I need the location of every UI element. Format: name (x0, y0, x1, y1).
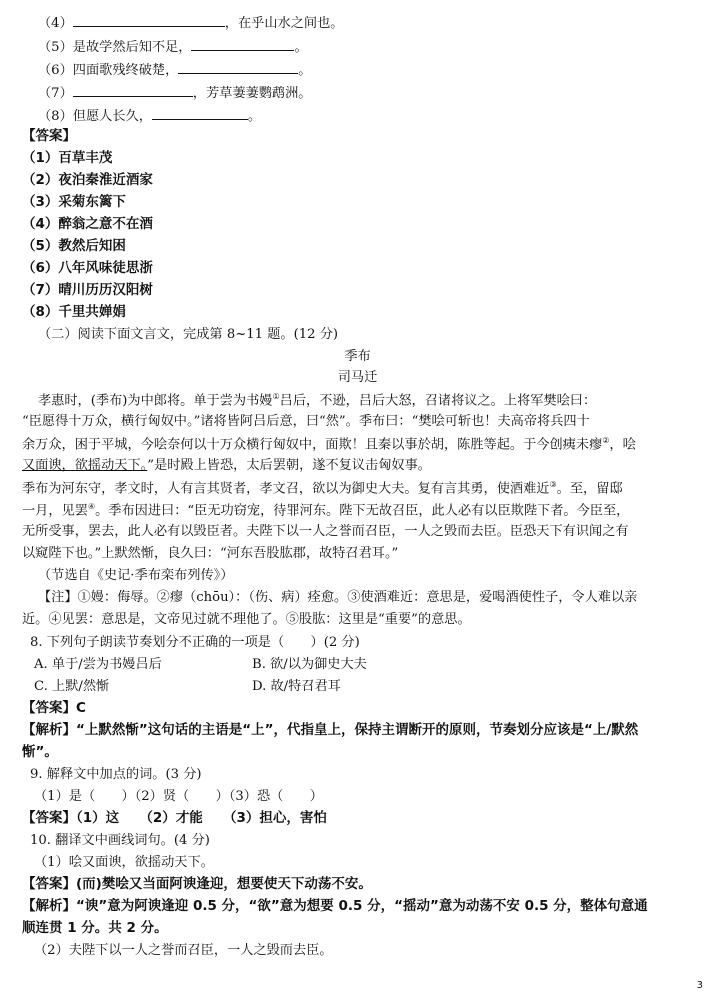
blank (191, 38, 294, 51)
answer-item: （4）醉翁之意不在酒 (22, 216, 153, 232)
blank (152, 107, 248, 120)
passage-line: 一月，见罢④。季布因进曰：“臣无功窃宠，待罪河东。陛下无故召臣，此人必有以臣欺陛下者。今臣至， (22, 502, 630, 519)
blank (73, 84, 193, 97)
q8-answer: 【答案】C (22, 700, 86, 716)
question-9: 9. 解释文中加点的词。(3 分) (30, 767, 202, 782)
underlined-sentence: 又面谀，欲摇动天下。 (22, 458, 148, 473)
q8-option-c: C. 上默/然惭 (34, 679, 110, 694)
passage-line: 又面谀，欲摇动天下。”是时殿上皆恐，太后罢朝，遂不复议击匈奴事。 (22, 458, 431, 473)
q8-analysis: 【解析】“上默然惭”这句话的主语是“上”，代指皇上，保持主谓断开的原则，节奏划分应该是“上/默然 (22, 722, 639, 738)
passage-line: 以窥陛下也。”上默然惭，良久曰：“河东吾股肱郡，故特召君耳。” (22, 546, 399, 561)
answer-item: （2）夜泊秦淮近酒家 (22, 172, 153, 188)
passage-author: 司马迁 (337, 370, 378, 385)
fill-line-7: （7） ，芳草萋萋鹦鹉洲。 (38, 86, 312, 101)
passage-line: 季布为河东守，孝文时，人有言其贤者，孝文召，欲以为御史大夫。复有言其勇，使酒难近③。至，留邸 (22, 480, 623, 497)
fill-line-4: （4） ，在乎山水之间也。 (38, 16, 344, 31)
q8-option-d: D. 故/特召君耳 (252, 679, 341, 694)
q10-analysis: 顺连贯 1 分。共 2 分。 (22, 920, 168, 936)
q8-option-b: B. 欲/以为御史大夫 (252, 657, 367, 672)
q8-option-a: A. 单于/尝为书嫚吕后 (34, 657, 162, 672)
q10-item-1: （1）哙又面谀，欲摇动天下。 (34, 855, 214, 870)
q10-item-2: （2）夫陛下以一人之誉而召臣，一人之毁而去臣。 (34, 943, 333, 958)
fill-line-6: （6）四面歌残终破楚， 。 (38, 63, 312, 78)
blank (178, 61, 298, 74)
passage-line: 余万众，困于平城，今哙奈何以十万众横行匈奴中，面欺！且秦以事於胡，陈胜等起。于今创痍未瘳②，哙 (22, 436, 636, 453)
note-line: 近。④见罢：意思是，文帝见过就不理他了。⑤股肱：这里是“重要”的意思。 (22, 612, 471, 627)
answer-item: （7）晴川历历汉阳树 (22, 282, 153, 298)
passage-line: “臣愿得十万众，横行匈奴中。”诸将皆阿吕后意，曰“然”。季布曰：“樊哙可斩也！夫高帝将兵四十 (22, 414, 590, 429)
section-intro: （二）阅读下面文言文，完成第 8~11 题。(12 分) (38, 327, 339, 342)
answer-item: （1）百草丰茂 (22, 150, 113, 166)
q10-answer: 【答案】(而)樊哙又当面阿谀逢迎，想要使天下动荡不安。 (22, 876, 372, 892)
note-line: 【注】①嫚：侮辱。②瘳（chōu）：（伤、病）痊愈。③使酒难近：意思是，爱喝酒使性子，令人难以亲 (38, 590, 638, 605)
passage-source: （节选自《史记·季布栾布列传》） (38, 568, 234, 583)
passage-line: 无所受事，罢去，此人必有以毁臣者。夫陛下以一人之誉而召臣，一人之毁而去臣。臣恐天下有识闻之有 (22, 524, 629, 539)
blank (73, 14, 225, 27)
q10-analysis: 【解析】“谀”意为阿谀逢迎 0.5 分，“欲”意为想要 0.5 分，“摇动”意为动荡不安 0.5 分，整体句意通 (22, 898, 648, 914)
answer-item: （8）千里共婵娟 (22, 304, 126, 320)
q8-analysis: 惭”。 (22, 744, 58, 760)
passage-title: 季布 (344, 349, 371, 364)
fill-line-8: （8）但愿人长久， 。 (38, 109, 262, 124)
passage-line: 孝惠时，(季布)为中郎将。单于尝为书嫚①吕后，不逊，吕后大怒，召诸将议之。上将军樊哙曰： (38, 392, 597, 409)
q9-answer: 【答案】（1）这 （2）才能 （3）担心，害怕 (22, 810, 327, 826)
answer-item: （5）教然后知困 (22, 238, 126, 254)
q9-items: （1）是（ ）（2）贤（ ）（3）恐（ ） (34, 789, 323, 804)
fill-line-5: （5）是故学然后知不足， 。 (38, 40, 308, 55)
answer-item: （3）采菊东篱下 (22, 194, 126, 210)
question-8: 8. 下列句子朗读节奏划分不正确的一项是（ ）(2 分) (30, 635, 360, 650)
answer-header: 【答案】 (22, 128, 76, 144)
answer-item: （6）八年风味徒思浙 (22, 260, 153, 276)
question-10: 10. 翻译文中画线词句。(4 分) (30, 833, 210, 848)
page-number: 3 (696, 980, 703, 991)
